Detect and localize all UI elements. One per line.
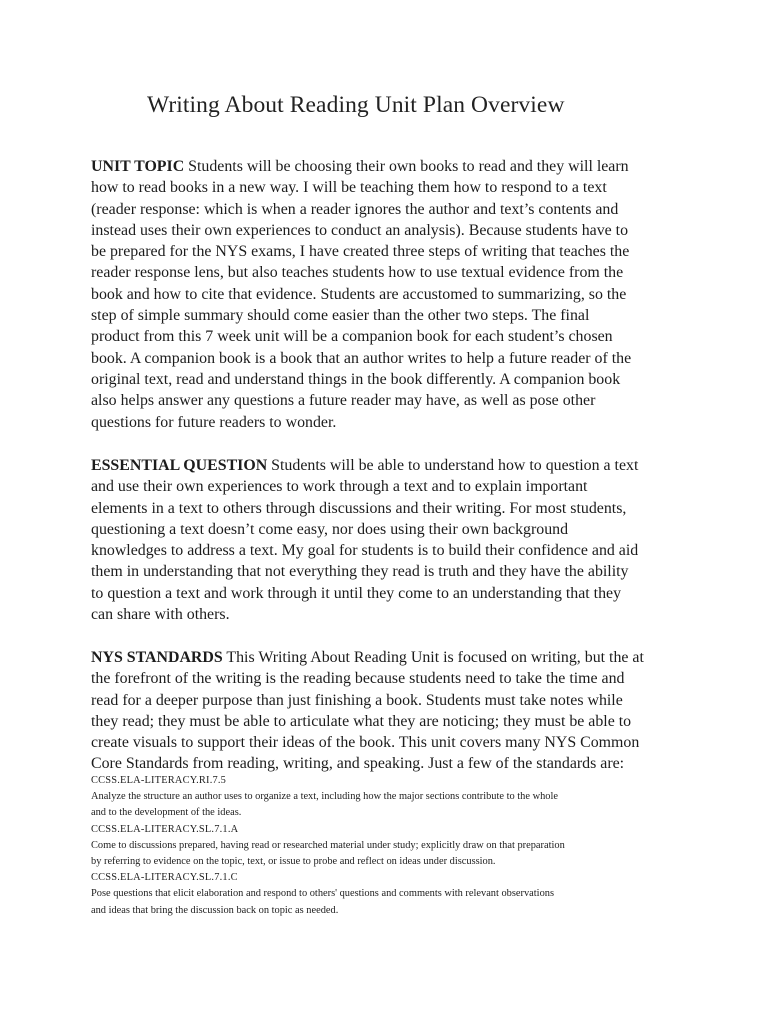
unit-topic-line: reader response lens, but also teaches students how to use textual evidence from the — [91, 264, 624, 282]
essential-question-line: can share with others. — [91, 606, 230, 624]
unit-topic-section — [91, 156, 681, 433]
essential-question-line: ESSENTIAL QUESTION Students will be able to understand how to question a text — [91, 457, 639, 474]
unit-topic-line: (reader response: which is when a reader ignores the author and text’s contents and — [91, 200, 619, 218]
nys-standards-line: Core Standards from reading, writing, and speaking. Just a few of the standards are: — [91, 755, 625, 773]
unit-topic-line: product from this 7 week unit will be a companion book for each student’s chosen — [91, 328, 613, 346]
standard-item — [91, 870, 691, 919]
standards-list — [91, 773, 691, 919]
essential-question-line: and use their own experiences to work through a text and to explain important — [91, 478, 588, 496]
nys-standards-line: the forefront of the writing is the reading because students need to take the time and — [91, 670, 625, 688]
standard-description-line: Analyze the structure an author uses to organize a text, including how the major sections contribute to the whole — [91, 791, 558, 803]
essential-question-section — [91, 455, 681, 625]
unit-topic-line: how to read books in a new way. I will be teaching them how to respond to a text — [91, 179, 607, 197]
nys-standards-section — [91, 647, 681, 775]
unit-topic-label: UNIT TOPIC — [91, 158, 185, 175]
standard-code: CCSS.ELA-LITERACY.SL.7.1.A — [91, 823, 239, 835]
essential-question-line: them in understanding that not everything they read is truth and they have the ability — [91, 563, 629, 581]
essential-question-line: elements in a text to others through discussions and their writing. For most students, — [91, 499, 627, 517]
unit-topic-line: step of simple summary should come easier than the other two steps. The final — [91, 307, 590, 325]
nys-standards-label: NYS STANDARDS — [91, 649, 223, 666]
unit-topic-line: UNIT TOPIC Students will be choosing their own books to read and they will learn — [91, 158, 629, 175]
standard-code: CCSS.ELA-LITERACY.SL.7.1.C — [91, 872, 238, 884]
unit-topic-line: instead uses their own experiences to conduct an analysis). Because students have to — [91, 221, 629, 239]
nys-standards-line: read for a deeper purpose than just finishing a book. Students must take notes while — [91, 691, 623, 709]
nys-standards-line: create visuals to support their ideas of the book. This unit covers many NYS Common — [91, 734, 640, 752]
standard-description-line: Pose questions that elicit elaboration and respond to others' questions and comments with relevant observations — [91, 888, 555, 900]
essential-question-label: ESSENTIAL QUESTION — [91, 457, 268, 474]
essential-question-line: questioning a text doesn’t come easy, nor does using their own background — [91, 520, 569, 538]
standard-description-line: and to the development of the ideas. — [91, 807, 242, 819]
unit-topic-line: book and how to cite that evidence. Students are accustomed to summarizing, so the — [91, 285, 627, 303]
nys-standards-line: they read; they must be able to articulate what they are noticing; they must be able to — [91, 712, 632, 730]
standard-item — [91, 773, 691, 822]
standard-description-line: Come to discussions prepared, having read or researched material under study; explicitly draw on that preparation — [91, 839, 565, 851]
unit-topic-line: book. A companion book is a book that an author writes to help a future reader of the — [91, 349, 632, 367]
essential-question-line: knowledges to address a text. My goal for students is to build their confidence and aid — [91, 542, 639, 560]
unit-topic-line: be prepared for the NYS exams, I have created three steps of writing that teaches the — [91, 243, 630, 261]
standard-description-line: by referring to evidence on the topic, text, or issue to probe and reflect on ideas under discussion. — [91, 856, 496, 868]
unit-topic-line: questions for future readers to wonder. — [91, 413, 337, 431]
essential-question-line: to question a text and work through it until they come to an understanding that they — [91, 584, 622, 602]
standard-code: CCSS.ELA-LITERACY.RI.7.5 — [91, 775, 227, 786]
document-title: Writing About Reading Unit Plan Overview — [147, 92, 565, 118]
nys-standards-line: NYS STANDARDS This Writing About Reading Unit is focused on writing, but the at — [91, 649, 644, 666]
standard-description-line: and ideas that bring the discussion back on topic as needed. — [91, 904, 339, 916]
unit-topic-line: also helps answer any questions a future reader may have, as well as pose other — [91, 392, 596, 410]
standard-item — [91, 822, 691, 871]
unit-topic-line: original text, read and understand things in the book differently. A companion book — [91, 370, 621, 388]
